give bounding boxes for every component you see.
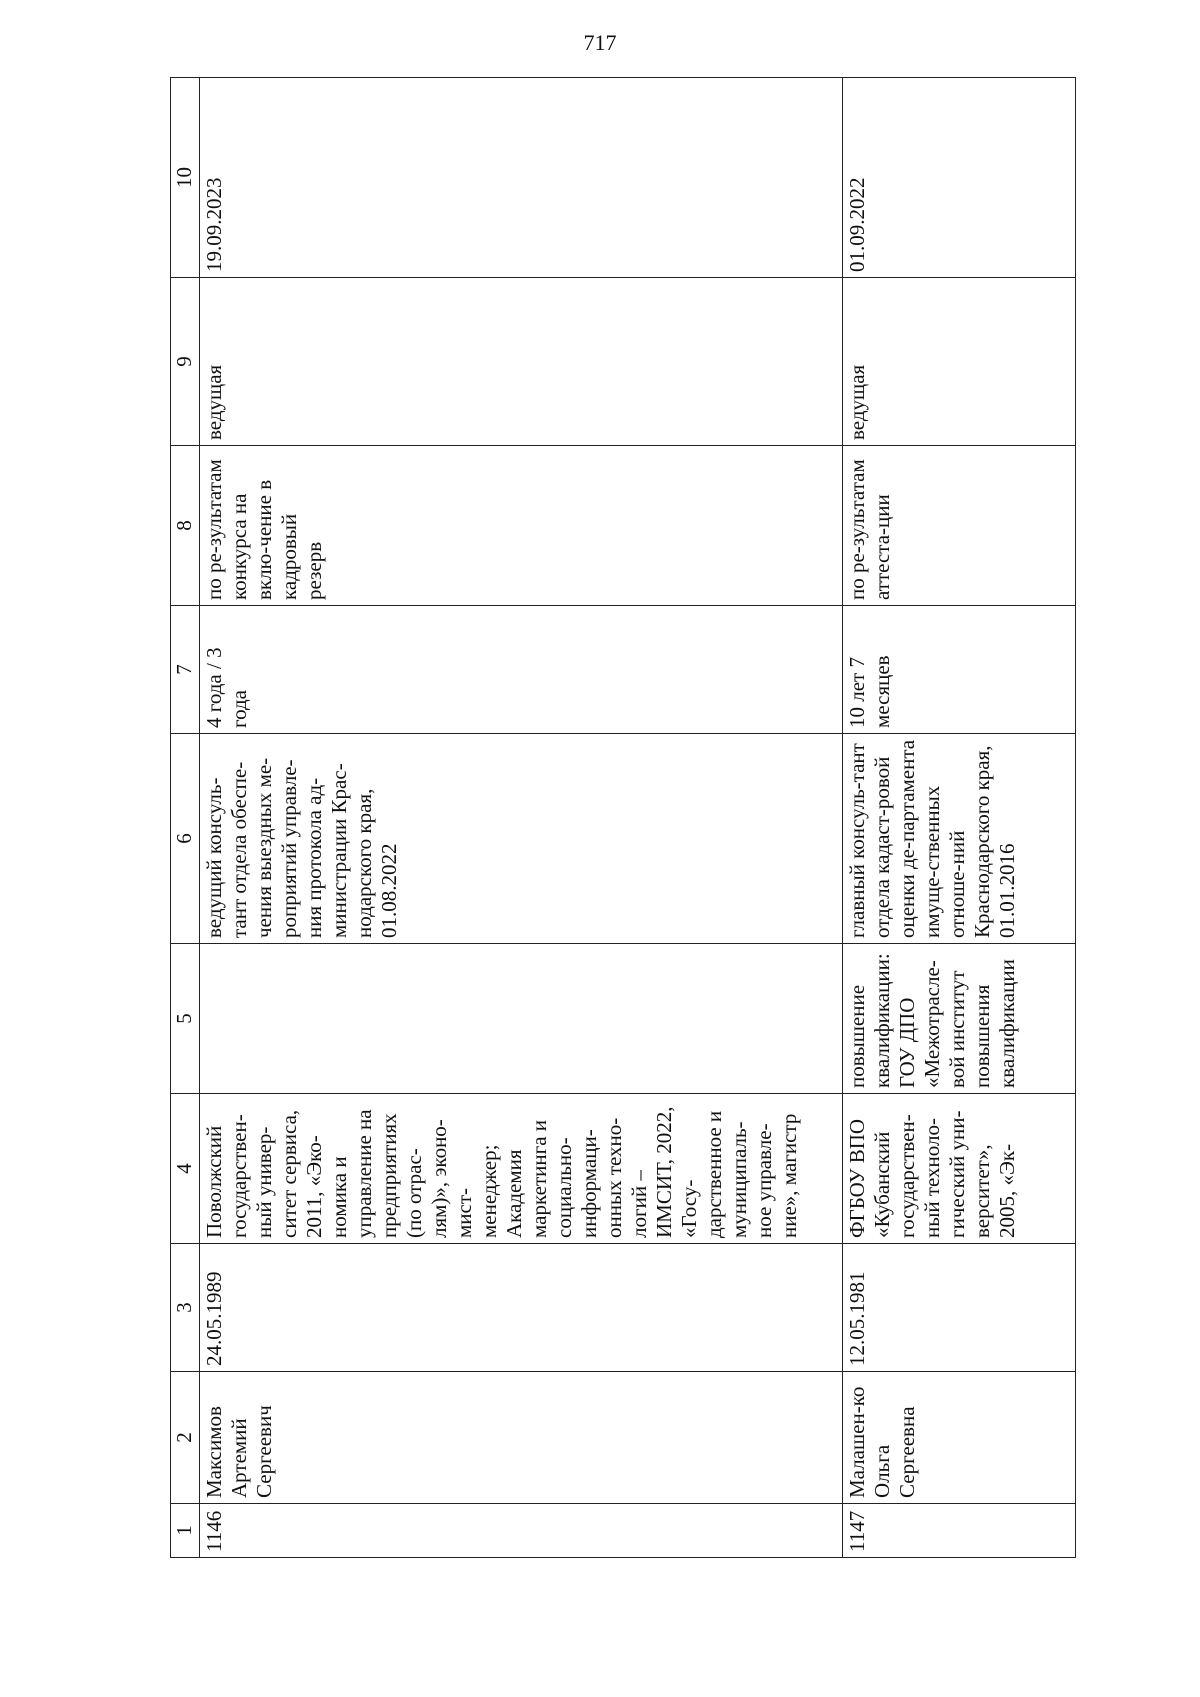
table-row bbox=[200, 78, 843, 1558]
position bbox=[843, 734, 1076, 944]
table-row bbox=[843, 78, 1076, 1558]
position-group-text: ведущая bbox=[845, 364, 869, 440]
column-header: 8 bbox=[171, 446, 200, 606]
position-group bbox=[843, 278, 1076, 446]
column-header: 7 bbox=[171, 606, 200, 734]
column-number-row bbox=[171, 78, 200, 1558]
position-group: ведущая bbox=[200, 278, 843, 446]
education bbox=[843, 1094, 1076, 1244]
position: ведущий консуль-тант отдела обеспе-чения выездных ме-роприятий управле-ния протокола ад-министрации Крас-нодарского края, 01.08.2022 bbox=[200, 734, 843, 944]
record-number-text: 1147 bbox=[845, 1510, 869, 1552]
column-header: 1 bbox=[171, 1504, 200, 1558]
birth-date bbox=[843, 1244, 1076, 1372]
inclusion-date-text: 01.09.2022 bbox=[845, 177, 869, 272]
column-header: 10 bbox=[171, 78, 200, 278]
birth-date-text: 12.05.1981 bbox=[845, 1271, 869, 1366]
qualification-text: повышение квалификации: ГОУ ДПО «Межотрасле-вой институт повышения квалификации bbox=[845, 953, 1019, 1088]
personnel-table-rotated bbox=[170, 78, 1100, 1558]
basis bbox=[843, 446, 1076, 606]
full-name-text: Малашен-ко Ольга Сергеевна bbox=[845, 1386, 919, 1498]
inclusion-date: 19.09.2023 bbox=[200, 78, 843, 278]
column-header: 9 bbox=[171, 278, 200, 446]
column-header: 2 bbox=[171, 1372, 200, 1504]
page-number: 717 bbox=[583, 30, 617, 55]
experience: 4 года / 3 года bbox=[200, 606, 843, 734]
position-text: главный консуль-тант отдела кадаст-ровой оценки де-партамента имуще-ственных отноше-ний Краснодарского края, 01.01.2016 bbox=[845, 739, 1019, 938]
birth-date: 24.05.1989 bbox=[200, 1244, 843, 1372]
record-number: 1146 bbox=[200, 1504, 843, 1558]
basis: по ре-зультатам конкурса на вклю-чение в кадровый резерв bbox=[200, 446, 843, 606]
qualification bbox=[200, 944, 843, 1094]
column-header: 3 bbox=[171, 1244, 200, 1372]
experience-text: 10 лет 7 месяцев bbox=[845, 655, 894, 728]
record-number bbox=[843, 1504, 1076, 1558]
personnel-table bbox=[170, 77, 1076, 1558]
column-header: 5 bbox=[171, 944, 200, 1094]
education: Поволжский государствен-ный универ-ситет сервиса, 2011, «Эко-номика и управление на предприятиях (по отрас-лям)», эконо-мист-менеджер; Академия маркетинга и социально-информаци-онных техно-логий – ИМСИТ, 2022, «Госу-дарственное и муниципаль-ное управле-ние», магистр bbox=[200, 1094, 843, 1244]
column-header: 6 bbox=[171, 734, 200, 944]
full-name: Максимов Артемий Сергеевич bbox=[200, 1372, 843, 1504]
inclusion-date bbox=[843, 78, 1076, 278]
education-text: ФГБОУ ВПО «Кубанский государствен-ный техноло-гический уни-верситет», 2005, «Эк- bbox=[845, 1110, 1019, 1238]
column-header: 4 bbox=[171, 1094, 200, 1244]
qualification bbox=[843, 944, 1076, 1094]
experience bbox=[843, 606, 1076, 734]
full-name bbox=[843, 1372, 1076, 1504]
basis-text: по ре-зультатам аттеста-ции bbox=[845, 459, 894, 600]
